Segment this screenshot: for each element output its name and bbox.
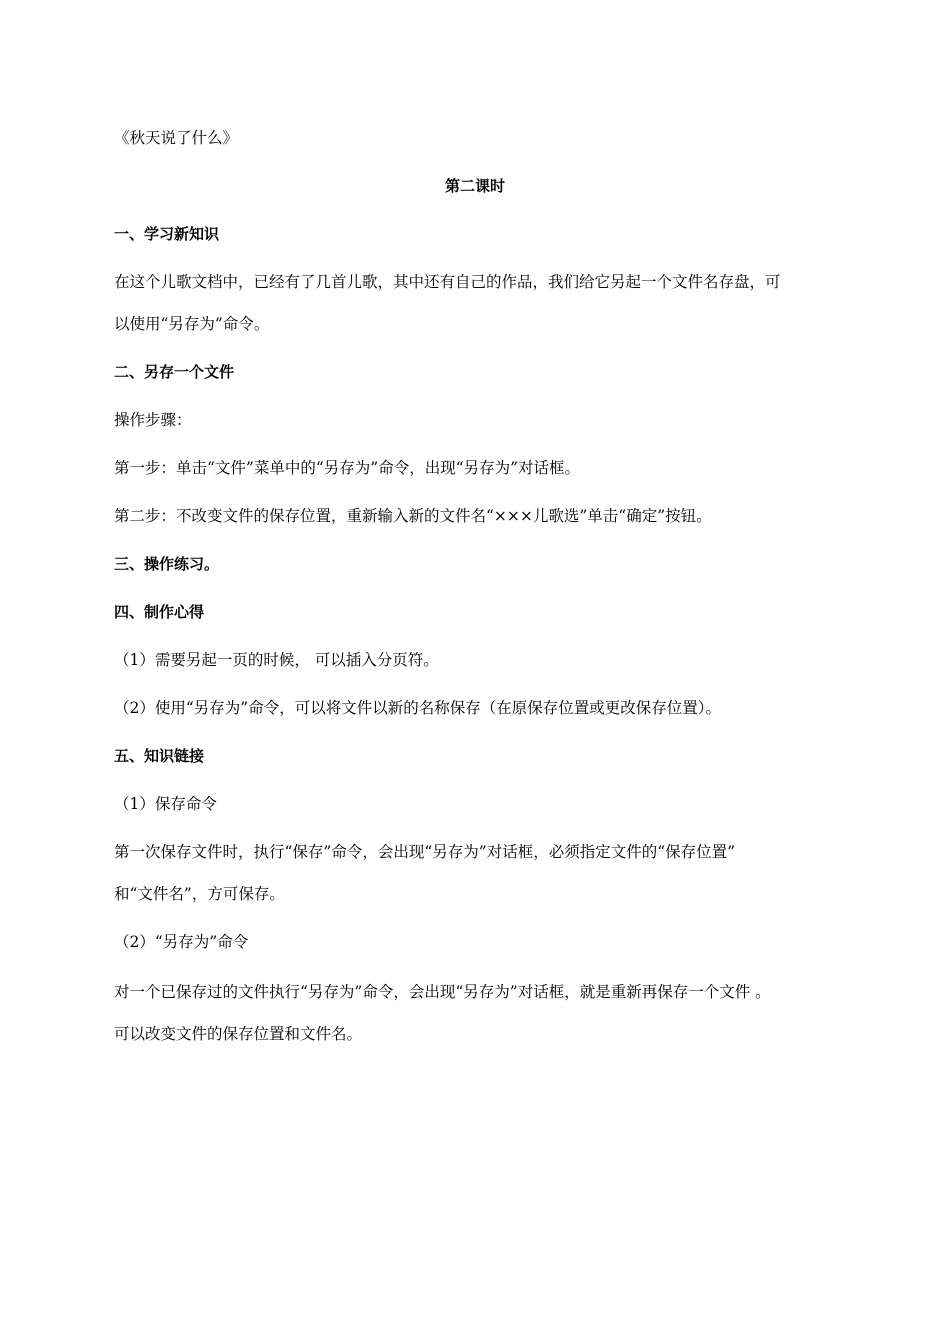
list-item: （2）使用“另存为”命令，可以将文件以新的名称保存（在原保存位置或更改保存位置）。 xyxy=(114,699,721,717)
paragraph: 可以改变文件的保存位置和文件名。 xyxy=(114,1025,363,1043)
paragraph: 在这个儿歌文档中，已经有了几首儿歌，其中还有自己的作品，我们给它另起一个文件名存盘，可 xyxy=(114,273,781,291)
steps-label: 操作步骤： xyxy=(114,411,192,429)
paragraph: 和“文件名”，方可保存。 xyxy=(114,885,285,903)
paragraph: 第一次保存文件时，执行“保存”命令，会出现“另存为”对话框，必须指定文件的“保存位置” xyxy=(114,843,736,861)
list-item: （1）需要另起一页的时候， 可以插入分页符。 xyxy=(114,651,439,669)
section-heading-4: 四、制作心得 xyxy=(114,603,205,621)
book-title: 《秋天说了什么》 xyxy=(114,129,239,147)
section-heading-3: 三、操作练习。 xyxy=(114,555,220,573)
section-heading-2: 二、另存一个文件 xyxy=(114,363,235,381)
paragraph: 对一个已保存过的文件执行“另存为”命令，会出现“另存为”对话框，就是重新再保存一个文件 。 xyxy=(114,983,771,1001)
paragraph: 以使用“另存为”命令。 xyxy=(114,315,270,333)
sub-title-save-as: （2）“另存为”命令 xyxy=(114,933,249,951)
step-1: 第一步：单击“文件”菜单中的“另存为”命令，出现“另存为”对话框。 xyxy=(114,459,581,477)
sub-title-save: （1）保存命令 xyxy=(114,795,217,813)
lesson-title: 第二课时 xyxy=(444,177,505,195)
step-2: 第二步：不改变文件的保存位置，重新输入新的文件名“×××儿歌选”单击“确定”按钮。 xyxy=(114,507,712,525)
section-heading-1: 一、学习新知识 xyxy=(114,225,220,243)
section-heading-5: 五、知识链接 xyxy=(114,747,205,765)
